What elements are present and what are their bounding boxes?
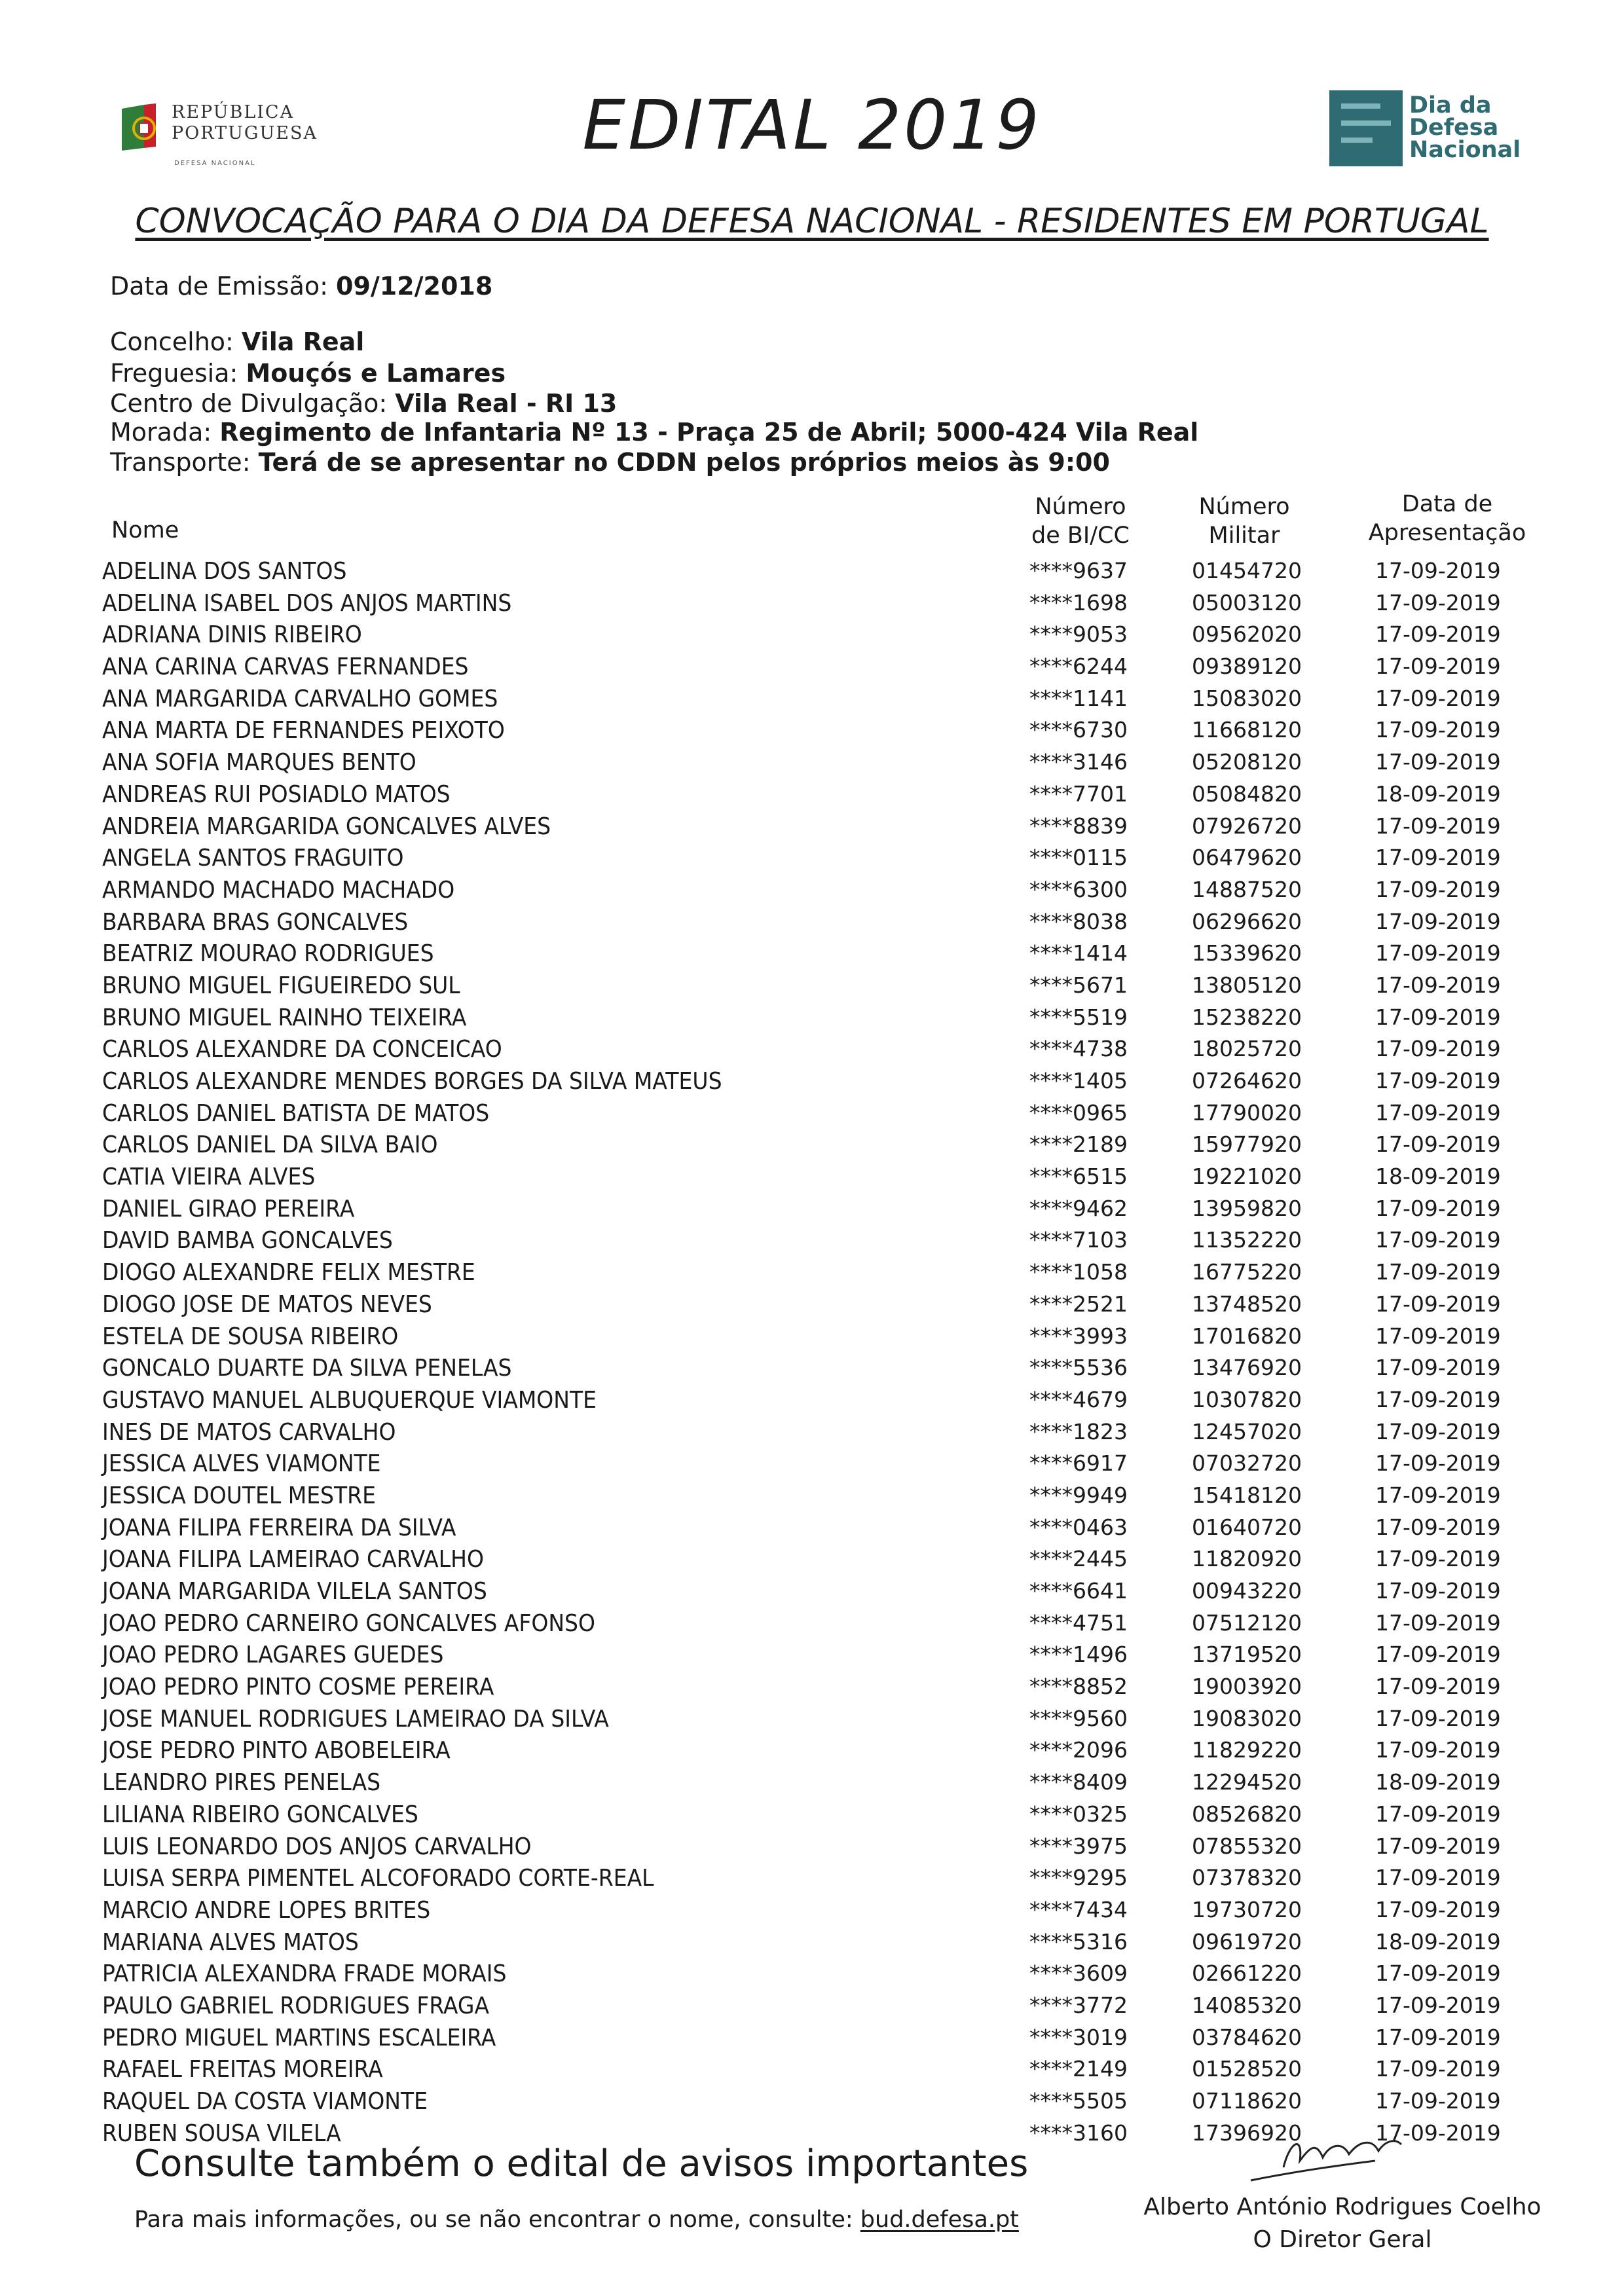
bi-cell: ****9295 [1029, 1865, 1128, 1891]
bi-cell: ****1496 [1029, 1642, 1128, 1668]
table-row [0, 906, 1624, 938]
bi-cell: ****3993 [1029, 1323, 1128, 1349]
bi-cell: ****9949 [1029, 1482, 1128, 1508]
centro-line [110, 389, 617, 418]
date-cell: 17-09-2019 [1375, 1609, 1501, 1636]
bi-cell: ****6515 [1029, 1164, 1128, 1190]
emissao-value: 09/12/2018 [336, 272, 493, 301]
name-cell: JOANA FILIPA LAMEIRAO CARVALHO [102, 1545, 484, 1573]
date-cell: 17-09-2019 [1375, 1386, 1501, 1412]
date-cell: 17-09-2019 [1375, 558, 1501, 583]
table-row [0, 1862, 1624, 1894]
militar-cell: 02661220 [1192, 1960, 1302, 1987]
col-header-data-line2: Apresentação [1368, 520, 1526, 546]
date-cell: 17-09-2019 [1375, 2056, 1501, 2082]
bi-cell: ****2521 [1029, 1291, 1128, 1317]
militar-cell: 11668120 [1192, 717, 1302, 743]
bi-cell: ****2096 [1029, 1737, 1128, 1763]
date-cell: 17-09-2019 [1375, 1418, 1501, 1444]
concelho-value: Vila Real [241, 327, 365, 356]
name-cell: CARLOS ALEXANDRE DA CONCEICAO [102, 1035, 502, 1063]
name-cell: RUBEN SOUSA VILELA [102, 2119, 341, 2147]
name-cell: JOSE MANUEL RODRIGUES LAMEIRAO DA SILVA [102, 1704, 609, 1733]
col-header-bi-line1: Número [1035, 494, 1126, 520]
bi-cell: ****9462 [1029, 1195, 1128, 1221]
date-cell: 17-09-2019 [1375, 876, 1501, 902]
name-cell: DIOGO ALEXANDRE FELIX MESTRE [102, 1258, 475, 1286]
table-row [0, 1224, 1624, 1257]
freguesia-value: Mouçós e Lamares [246, 359, 506, 388]
name-cell: MARCIO ANDRE LOPES BRITES [102, 1896, 431, 1924]
page-subtitle: CONVOCAÇÃO PARA O DIA DA DEFESA NACIONAL - RESIDENTES EM PORTUGAL [135, 202, 1489, 241]
militar-cell: 08526820 [1192, 1801, 1302, 1827]
name-cell: ADRIANA DINIS RIBEIRO [102, 620, 362, 648]
col-header-data-line1: Data de [1401, 491, 1493, 517]
table-row [0, 1289, 1624, 1321]
name-cell: JOAO PEDRO CARNEIRO GONCALVES AFONSO [102, 1609, 595, 1637]
date-cell: 17-09-2019 [1375, 940, 1501, 966]
info-text: Para mais informações, ou se não encontrar o nome, consulte: [134, 2207, 860, 2233]
table-row [0, 1448, 1624, 1480]
logo-right-line3: Nacional [1409, 137, 1521, 163]
table-row [0, 1161, 1624, 1193]
table-row [0, 842, 1624, 874]
name-cell: GONCALO DUARTE DA SILVA PENELAS [102, 1353, 512, 1382]
name-cell: ANDREIA MARGARIDA GONCALVES ALVES [102, 811, 551, 839]
date-cell: 17-09-2019 [1375, 589, 1501, 615]
bi-cell: ****5505 [1029, 2088, 1128, 2114]
name-cell: ANA CARINA CARVAS FERNANDES [102, 652, 469, 680]
militar-cell: 05003120 [1192, 589, 1302, 615]
name-cell: CARLOS DANIEL BATISTA DE MATOS [102, 1099, 490, 1127]
militar-cell: 07926720 [1192, 813, 1302, 839]
name-cell: DANIEL GIRAO PEREIRA [102, 1194, 355, 1222]
date-cell: 17-09-2019 [1375, 972, 1501, 998]
table-row [0, 2053, 1624, 2085]
signer-title: O Diretor Geral [1253, 2226, 1432, 2253]
date-cell: 17-09-2019 [1375, 1705, 1501, 1731]
date-cell: 17-09-2019 [1375, 1737, 1501, 1763]
info-line [134, 2207, 1019, 2233]
table-row [0, 1416, 1624, 1448]
date-cell: 17-09-2019 [1375, 813, 1501, 839]
concelho-label: Concelho: [110, 327, 242, 356]
date-cell: 17-09-2019 [1375, 1578, 1501, 1604]
bi-cell: ****7103 [1029, 1227, 1128, 1253]
date-cell: 17-09-2019 [1375, 1960, 1501, 1987]
name-cell: ESTELA DE SOUSA RIBEIRO [102, 1321, 399, 1349]
name-cell: ADELINA ISABEL DOS ANJOS MARTINS [102, 589, 512, 617]
transporte-value: Terá de se apresentar no CDDN pelos próprios meios às 9:00 [258, 448, 1110, 477]
militar-cell: 10307820 [1192, 1386, 1302, 1412]
name-cell: BRUNO MIGUEL RAINHO TEIXEIRA [102, 1002, 467, 1031]
emissao-label: Data de Emissão: [110, 272, 336, 301]
table-row [0, 1799, 1624, 1831]
militar-cell: 06296620 [1192, 908, 1302, 934]
col-header-militar-line1: Número [1198, 494, 1290, 520]
col-header-bi-line2: de BI/CC [1031, 523, 1130, 549]
table-row [0, 1065, 1624, 1097]
table-row [0, 1735, 1624, 1767]
bud-defesa-link[interactable]: bud.defesa.pt [860, 2207, 1019, 2233]
bi-cell: ****0463 [1029, 1514, 1128, 1540]
militar-cell: 11829220 [1192, 1737, 1302, 1763]
date-cell: 17-09-2019 [1375, 908, 1501, 934]
militar-cell: 09619720 [1192, 1928, 1302, 1955]
bi-cell: ****3609 [1029, 1960, 1128, 1987]
table-row [0, 2022, 1624, 2054]
bi-cell: ****2189 [1029, 1131, 1128, 1158]
col-header-name: Nome [111, 517, 179, 543]
militar-cell: 06479620 [1192, 845, 1302, 871]
name-cell: RAQUEL DA COSTA VIAMONTE [102, 2087, 428, 2115]
date-cell: 17-09-2019 [1375, 1323, 1501, 1349]
date-cell: 17-09-2019 [1375, 749, 1501, 775]
col-header-militar-line2: Militar [1208, 523, 1280, 549]
table-row [0, 1575, 1624, 1607]
bi-cell: ****6917 [1029, 1450, 1128, 1477]
bi-cell: ****1414 [1029, 940, 1128, 966]
table-row [0, 779, 1624, 811]
date-cell: 18-09-2019 [1375, 1164, 1501, 1190]
name-cell: PATRICIA ALEXANDRA FRADE MORAIS [102, 1959, 507, 1987]
freguesia-line [110, 359, 506, 388]
militar-cell: 12294520 [1192, 1769, 1302, 1795]
militar-cell: 19083020 [1192, 1705, 1302, 1731]
militar-cell: 13748520 [1192, 1291, 1302, 1317]
militar-cell: 05084820 [1192, 780, 1302, 807]
militar-cell: 19221020 [1192, 1164, 1302, 1190]
date-cell: 17-09-2019 [1375, 685, 1501, 711]
table-row [0, 651, 1624, 683]
militar-cell: 13805120 [1192, 972, 1302, 998]
date-cell: 17-09-2019 [1375, 1227, 1501, 1253]
date-cell: 17-09-2019 [1375, 1674, 1501, 1700]
table-row [0, 746, 1624, 779]
concelho-line [110, 327, 364, 356]
bi-cell: ****4679 [1029, 1386, 1128, 1412]
page-title: EDITAL 2019 [582, 85, 1042, 165]
table-row [0, 970, 1624, 1002]
bi-cell: ****9053 [1029, 621, 1128, 648]
militar-cell: 07118620 [1192, 2088, 1302, 2114]
table-row [0, 1543, 1624, 1575]
militar-cell: 11820920 [1192, 1546, 1302, 1572]
signer-name: Alberto António Rodrigues Coelho [1143, 2194, 1541, 2220]
dia-defesa-nacional-logo [1329, 90, 1526, 175]
name-cell: DAVID BAMBA GONCALVES [102, 1226, 393, 1254]
name-cell: ANGELA SANTOS FRAGUITO [102, 843, 404, 872]
table-row [0, 555, 1624, 587]
militar-cell: 15418120 [1192, 1482, 1302, 1508]
name-cell: PAULO GABRIEL RODRIGUES FRAGA [102, 1991, 490, 2019]
transporte-line [110, 448, 1110, 477]
militar-cell: 01640720 [1192, 1514, 1302, 1540]
table-row [0, 619, 1624, 651]
date-cell: 17-09-2019 [1375, 717, 1501, 743]
militar-cell: 12457020 [1192, 1418, 1302, 1444]
bi-cell: ****1058 [1029, 1259, 1128, 1285]
bi-cell: ****8852 [1029, 1674, 1128, 1700]
bi-cell: ****7434 [1029, 1896, 1128, 1922]
date-cell: 17-09-2019 [1375, 621, 1501, 648]
date-cell: 17-09-2019 [1375, 845, 1501, 871]
militar-cell: 05208120 [1192, 749, 1302, 775]
bi-cell: ****1141 [1029, 685, 1128, 711]
table-row [0, 1512, 1624, 1544]
bi-cell: ****7701 [1029, 780, 1128, 807]
bi-cell: ****9637 [1029, 558, 1128, 583]
militar-cell: 15083020 [1192, 685, 1302, 711]
table-row [0, 1831, 1624, 1863]
name-cell: LUISA SERPA PIMENTEL ALCOFORADO CORTE-REAL [102, 1864, 654, 1892]
bi-cell: ****1405 [1029, 1068, 1128, 1093]
militar-cell: 01528520 [1192, 2056, 1302, 2082]
table-row [0, 1257, 1624, 1289]
convocados-table [0, 555, 1624, 2149]
table-row [0, 587, 1624, 619]
bi-cell: ****0325 [1029, 1801, 1128, 1827]
militar-cell: 16775220 [1192, 1259, 1302, 1285]
table-row [0, 938, 1624, 970]
table-row [0, 714, 1624, 746]
morada-value: Regimento de Infantaria Nº 13 - Praça 25 de Abril; 5000-424 Vila Real [219, 418, 1199, 447]
militar-cell: 19730720 [1192, 1896, 1302, 1922]
col-header-data [1349, 490, 1545, 547]
militar-cell: 03784620 [1192, 2024, 1302, 2050]
name-cell: DIOGO JOSE DE MATOS NEVES [102, 1290, 432, 1318]
bi-cell: ****3019 [1029, 2024, 1128, 2050]
name-cell: ANA MARTA DE FERNANDES PEIXOTO [102, 716, 505, 744]
table-row [0, 1321, 1624, 1353]
logo-left-line3: DEFESA NACIONAL [174, 160, 256, 167]
militar-cell: 15238220 [1192, 1004, 1302, 1030]
name-cell: CATIA VIEIRA ALVES [102, 1162, 316, 1190]
logo-right-line1: Dia da [1409, 92, 1492, 119]
militar-cell: 09389120 [1192, 653, 1302, 680]
militar-cell: 14085320 [1192, 1992, 1302, 2018]
bi-cell: ****8038 [1029, 908, 1128, 934]
bi-cell: ****3160 [1029, 2120, 1128, 2146]
name-cell: JOAO PEDRO LAGARES GUEDES [102, 1640, 444, 1668]
bi-cell: ****5536 [1029, 1355, 1128, 1381]
militar-cell: 07378320 [1192, 1865, 1302, 1891]
militar-cell: 00943220 [1192, 1578, 1302, 1604]
bi-cell: ****6300 [1029, 876, 1128, 902]
table-row [0, 874, 1624, 906]
name-cell: MARIANA ALVES MATOS [102, 1927, 359, 1956]
date-cell: 17-09-2019 [1375, 1865, 1501, 1891]
bi-cell: ****8409 [1029, 1769, 1128, 1795]
date-cell: 17-09-2019 [1375, 653, 1501, 680]
logo-left-line1: REPÚBLICA [172, 102, 295, 122]
date-cell: 17-09-2019 [1375, 1833, 1501, 1859]
table-row [0, 1097, 1624, 1129]
bi-cell: ****3146 [1029, 749, 1128, 775]
militar-cell: 07855320 [1192, 1833, 1302, 1859]
bi-cell: ****5671 [1029, 972, 1128, 998]
date-cell: 17-09-2019 [1375, 1068, 1501, 1093]
table-row [0, 811, 1624, 843]
militar-cell: 11352220 [1192, 1227, 1302, 1253]
table-row [0, 1926, 1624, 1958]
col-header-bi [1008, 492, 1153, 550]
logo-right-line2: Defesa [1409, 115, 1499, 141]
date-cell: 17-09-2019 [1375, 1642, 1501, 1668]
name-cell: ANDREAS RUI POSIADLO MATOS [102, 780, 451, 808]
bi-cell: ****0965 [1029, 1099, 1128, 1126]
bi-cell: ****2149 [1029, 2056, 1128, 2082]
name-cell: ANA SOFIA MARQUES BENTO [102, 748, 416, 776]
bi-cell: ****4751 [1029, 1609, 1128, 1636]
table-row [0, 1607, 1624, 1640]
date-cell: 17-09-2019 [1375, 1355, 1501, 1381]
table-row [0, 1894, 1624, 1926]
date-cell: 17-09-2019 [1375, 1514, 1501, 1540]
date-cell: 18-09-2019 [1375, 780, 1501, 807]
table-row [0, 1958, 1624, 1990]
name-cell: BRUNO MIGUEL FIGUEIREDO SUL [102, 971, 460, 999]
date-cell: 17-09-2019 [1375, 1259, 1501, 1285]
name-cell: CARLOS DANIEL DA SILVA BAIO [102, 1130, 438, 1158]
table-row [0, 1703, 1624, 1735]
table-row [0, 1767, 1624, 1799]
bi-cell: ****5519 [1029, 1004, 1128, 1030]
centro-value: Vila Real - RI 13 [395, 389, 618, 418]
date-cell: 17-09-2019 [1375, 1450, 1501, 1477]
table-row [0, 1671, 1624, 1703]
date-cell: 17-09-2019 [1375, 1291, 1501, 1317]
name-cell: JOANA FILIPA FERREIRA DA SILVA [102, 1513, 456, 1541]
name-cell: ANA MARGARIDA CARVALHO GOMES [102, 684, 498, 712]
date-cell: 17-09-2019 [1375, 1482, 1501, 1508]
ddn-mark-icon [1329, 90, 1403, 166]
date-cell: 17-09-2019 [1375, 1004, 1501, 1030]
date-cell: 17-09-2019 [1375, 1546, 1501, 1572]
table-row [0, 2085, 1624, 2118]
date-cell: 17-09-2019 [1375, 2024, 1501, 2050]
name-cell: LUIS LEONARDO DOS ANJOS CARVALHO [102, 1831, 532, 1860]
bi-cell: ****1823 [1029, 1418, 1128, 1444]
bi-cell: ****1698 [1029, 589, 1128, 615]
col-header-militar [1172, 492, 1316, 550]
table-row [0, 1352, 1624, 1384]
table-row [0, 1990, 1624, 2022]
militar-cell: 13719520 [1192, 1642, 1302, 1668]
date-cell: 17-09-2019 [1375, 2088, 1501, 2114]
date-cell: 17-09-2019 [1375, 1131, 1501, 1158]
militar-cell: 18025720 [1192, 1036, 1302, 1062]
name-cell: BEATRIZ MOURAO RODRIGUES [102, 939, 434, 967]
bi-cell: ****2445 [1029, 1546, 1128, 1572]
militar-cell: 09562020 [1192, 621, 1302, 648]
name-cell: RAFAEL FREITAS MOREIRA [102, 2055, 383, 2083]
director-signature [1244, 2121, 1414, 2194]
militar-cell: 07032720 [1192, 1450, 1302, 1477]
date-cell: 17-09-2019 [1375, 1195, 1501, 1221]
name-cell: CARLOS ALEXANDRE MENDES BORGES DA SILVA MATEUS [102, 1067, 722, 1095]
bi-cell: ****5316 [1029, 1928, 1128, 1955]
logo-left-line2: PORTUGUESA [172, 123, 318, 143]
date-cell: 17-09-2019 [1375, 1992, 1501, 2018]
consult-notice: Consulte também o edital de avisos importantes [134, 2142, 1029, 2185]
militar-cell: 13959820 [1192, 1195, 1302, 1221]
militar-cell: 07512120 [1192, 1609, 1302, 1636]
name-cell: INES DE MATOS CARVALHO [102, 1417, 396, 1446]
militar-cell: 15339620 [1192, 940, 1302, 966]
morada-line [110, 418, 1198, 447]
name-cell: JOANA MARGARIDA VILELA SANTOS [102, 1577, 487, 1605]
bi-cell: ****3772 [1029, 1992, 1128, 2018]
date-cell: 17-09-2019 [1375, 1896, 1501, 1922]
name-cell: LILIANA RIBEIRO GONCALVES [102, 1800, 418, 1828]
name-cell: LEANDRO PIRES PENELAS [102, 1768, 381, 1796]
table-row [0, 1002, 1624, 1034]
militar-cell: 07264620 [1192, 1068, 1302, 1093]
table-row [0, 683, 1624, 715]
name-cell: JOSE PEDRO PINTO ABOBELEIRA [102, 1736, 451, 1764]
bi-cell: ****9560 [1029, 1705, 1128, 1731]
table-row [0, 1384, 1624, 1416]
name-cell: ARMANDO MACHADO MACHADO [102, 875, 455, 904]
table-row [0, 1480, 1624, 1512]
emissao-line [110, 272, 492, 301]
table-row [0, 1129, 1624, 1161]
militar-cell: 17016820 [1192, 1323, 1302, 1349]
transporte-label: Transporte: [110, 448, 259, 477]
name-cell: ADELINA DOS SANTOS [102, 557, 347, 585]
name-cell: JOAO PEDRO PINTO COSME PEREIRA [102, 1672, 494, 1700]
date-cell: 17-09-2019 [1375, 1036, 1501, 1062]
table-row [0, 1193, 1624, 1225]
date-cell: 18-09-2019 [1375, 1769, 1501, 1795]
militar-cell: 19003920 [1192, 1674, 1302, 1700]
bi-cell: ****6641 [1029, 1578, 1128, 1604]
name-cell: PEDRO MIGUEL MARTINS ESCALEIRA [102, 2023, 496, 2051]
date-cell: 18-09-2019 [1375, 1928, 1501, 1955]
militar-cell: 17790020 [1192, 1099, 1302, 1126]
bi-cell: ****6730 [1029, 717, 1128, 743]
date-cell: 17-09-2019 [1375, 1099, 1501, 1126]
freguesia-label: Freguesia: [110, 359, 246, 388]
name-cell: BARBARA BRAS GONCALVES [102, 907, 409, 936]
morada-label: Morada: [110, 418, 220, 447]
name-cell: JESSICA ALVES VIAMONTE [102, 1449, 381, 1477]
date-cell: 17-09-2019 [1375, 1801, 1501, 1827]
militar-cell: 13476920 [1192, 1355, 1302, 1381]
bi-cell: ****8839 [1029, 813, 1128, 839]
militar-cell: 15977920 [1192, 1131, 1302, 1158]
name-cell: GUSTAVO MANUEL ALBUQUERQUE VIAMONTE [102, 1386, 597, 1414]
centro-label: Centro de Divulgação: [110, 389, 396, 418]
table-row [0, 1033, 1624, 1065]
bi-cell: ****3975 [1029, 1833, 1128, 1859]
table-row [0, 1639, 1624, 1671]
bi-cell: ****0115 [1029, 845, 1128, 871]
bi-cell: ****6244 [1029, 653, 1128, 680]
date-cell: 17-09-2019 [1375, 2120, 1501, 2146]
militar-cell: 14887520 [1192, 876, 1302, 902]
militar-cell: 17396920 [1192, 2120, 1302, 2146]
bi-cell: ****4738 [1029, 1036, 1128, 1062]
name-cell: JESSICA DOUTEL MESTRE [102, 1481, 376, 1509]
militar-cell: 01454720 [1192, 558, 1302, 583]
